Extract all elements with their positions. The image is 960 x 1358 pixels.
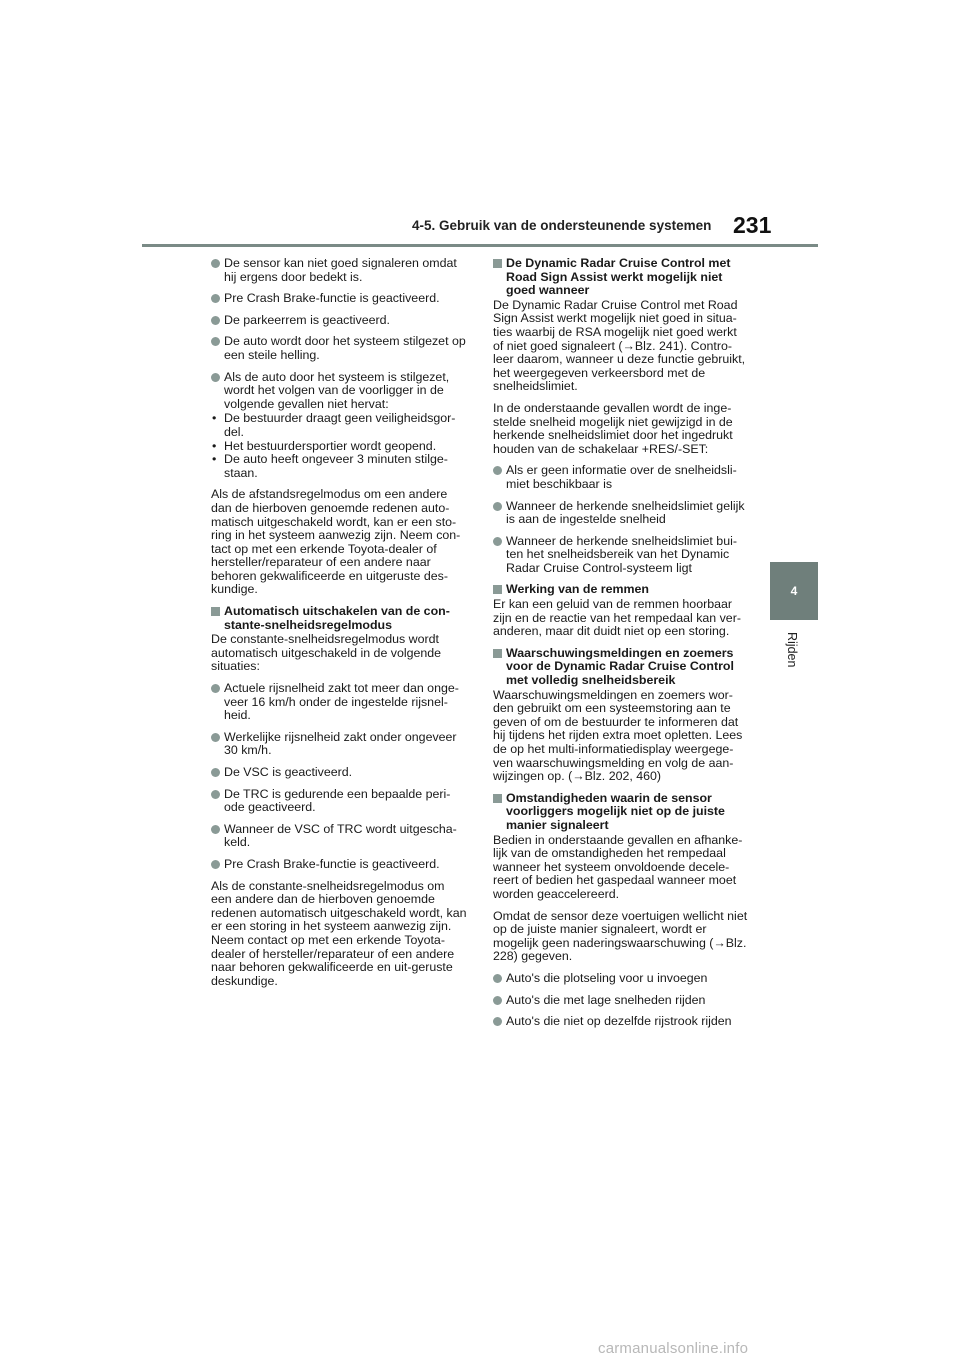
paragraph: De constante-snelheidsregelmodus wordt automatisch uitgeschakeld in de volgende situaties: (211, 632, 442, 674)
bullet-item: De sensor kan niet goed signaleren omdat hij ergens door bedekt is. (211, 257, 468, 284)
sub-item: • De auto heeft ongeveer 3 minuten stilge-staan. (211, 453, 468, 480)
bullet-item: Pre Crash Brake-functie is geactiveerd. (211, 858, 468, 872)
bullet-item: Wanneer de VSC of TRC wordt uitgescha-keld. (211, 823, 468, 850)
paragraph: Er kan een geluid van de remmen hoorbaar zijn en de reactie van het rempedaal kan ver-anderen, maar dit duidt niet op een storing. (493, 597, 741, 639)
bullet-item: Wanneer de herkende snelheidslimiet bui-ten het snelheidsbereik van het Dynamic Radar Cruise Control-systeem ligt (493, 535, 750, 576)
watermark-text: carmanualsonline.info (598, 1340, 749, 1357)
section-heading: Werking van de remmen (493, 583, 750, 597)
left-column (211, 257, 468, 996)
chapter-tab: 4 (770, 562, 818, 620)
paragraph: De Dynamic Radar Cruise Control met Road Sign Assist werkt mogelijk niet goed in situa-ties waarbij de RSA mogelijk niet goed werkt of niet goed signaleert (→Blz. 241). Contro-leer daarom, wanneer u deze functie gebruikt, het weergegeven verkeersbord met de snelheidslimiet. (493, 297, 746, 394)
bullet-item: Actuele rijsnelheid zakt tot meer dan onge-veer 16 km/h onder de ingestelde rijsnel-heid. (211, 682, 468, 723)
bullet-item: De VSC is geactiveerd. (211, 766, 468, 780)
paragraph: Als de constante-snelheidsregelmodus om een andere dan de hierboven genoemde redenen automatisch uitgeschakeld wordt, kan er een storing in het systeem aanwezig zijn. Neem contact op met een erkende Toyota-dealer of hersteller/reparateur of een andere naar behoren gekwalificeerde en uit-geruste deskundige. (211, 878, 467, 988)
section-heading: De Dynamic Radar Cruise Control met Road Sign Assist werkt mogelijk niet goed wanneer (493, 257, 750, 298)
bullet-item: Auto's die plotseling voor u invoegen (493, 972, 750, 986)
bullet-item: Werkelijke rijsnelheid zakt onder ongeveer 30 km/h. (211, 731, 468, 758)
sub-list (211, 412, 468, 480)
paragraph: Waarschuwingsmeldingen en zoemers wor-den gebruikt om een systeemstoring aan te geven of om de bestuurder te informeren dat hij tijdens het rijden extra moet opletten. Lees de op het multi-informatiedisplay weergege-ven waarschuwingsmelding en volg de aan-wijzingen op. (→Blz. 202, 460) (493, 687, 743, 784)
section-title: 4-5. Gebruik van de ondersteunende systemen (412, 218, 712, 233)
paragraph: Omdat de sensor deze voertuigen wellicht niet op de juiste manier signaleert, wordt er mogelijk geen naderingswaarschuwing (→Blz. 228) gegeven. (493, 908, 748, 964)
sub-item: • De bestuurder draagt geen veiligheidsgor-del. (211, 412, 468, 439)
section-heading: Omstandigheden waarin de sensor voorliggers mogelijk niet op de juiste manier signaleert (493, 792, 750, 833)
paragraph: Als de afstandsregelmodus om een andere dan de hierboven genoemde redenen auto-matisch uitgeschakeld wordt, kan er een sto-ring in het systeem aanwezig zijn. Neem con-tact op met een erkende Toyota-dealer of hersteller/reparateur of een andere naar behoren gekwalificeerde en uitgeruste des-kundige. (211, 487, 461, 597)
bullet-item: Pre Crash Brake-functie is geactiveerd. (211, 292, 468, 306)
bullet-item: Wanneer de herkende snelheidslimiet gelijk is aan de ingestelde snelheid (493, 500, 750, 527)
paragraph: In de onderstaande gevallen wordt de inge-stelde snelheid mogelijk niet gewijzigd in de herkende snelheidslimiet door het ingedrukt houden van de schakelaar +RES/-SET: (493, 400, 733, 456)
right-column (493, 257, 750, 1037)
bullet-item: De TRC is gedurende een bepaalde peri-ode geactiveerd. (211, 788, 468, 815)
bullet-item: Als er geen informatie over de snelheidsli-miet beschikbaar is (493, 464, 750, 491)
bullet-item: De parkeerrem is geactiveerd. (211, 314, 468, 328)
chapter-label: Rijden (785, 632, 799, 668)
bullet-item: De auto wordt door het systeem stilgezet op een steile helling. (211, 335, 468, 362)
section-heading: Automatisch uitschakelen van de con-stante-snelheidsregelmodus (211, 605, 468, 632)
bullet-item: Auto's die niet op dezelfde rijstrook rijden (493, 1015, 750, 1029)
page-number: 231 (733, 212, 772, 238)
header-rule (142, 244, 818, 247)
sub-item: • Het bestuurdersportier wordt geopend. (211, 440, 468, 454)
section-heading: Waarschuwingsmeldingen en zoemers voor de Dynamic Radar Cruise Control met volledig snelheidsbereik (493, 647, 750, 688)
paragraph: Bedien in onderstaande gevallen en afhanke-lijk van de omstandigheden het rempedaal wanneer het systeem onvoldoende decele-reert of bedien het gaspedaal wanneer moet worden geaccelereerd. (493, 832, 743, 901)
bullet-item: Als de auto door het systeem is stilgezet, wordt het volgen van de voorligger in de volgende gevallen niet hervat: (211, 371, 468, 412)
bullet-item: Auto's die met lage snelheden rijden (493, 994, 750, 1008)
